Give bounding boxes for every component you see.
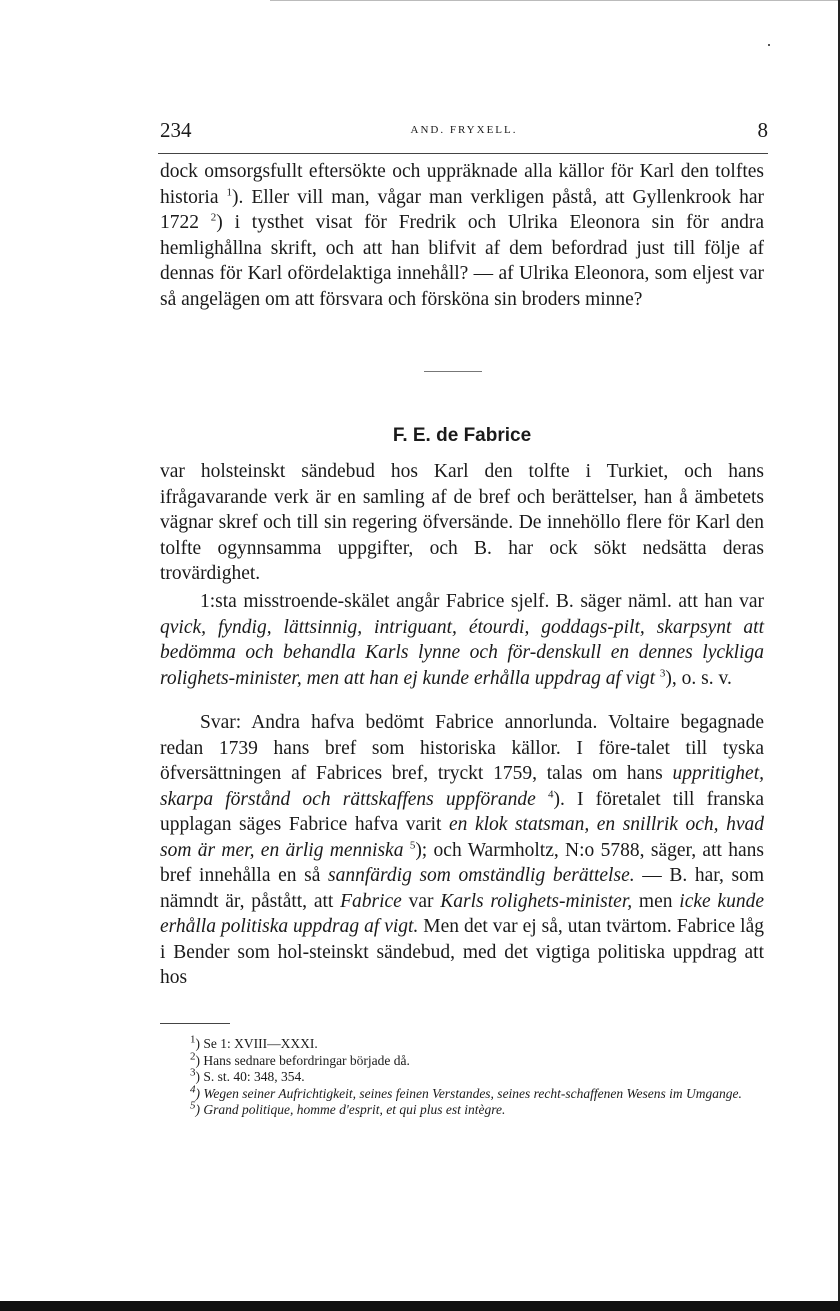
paragraph-fabrice-intro: var holsteinskt sändebud hos Karl den tolfte i Turkiet, och hans ifrågavarande verk är en samling af de bref och berättelser, han å ämbetets vägnar skref och till sin regering öfversände. De innehöllo flere för Karl den tolfte ogynnsamma uppgifter, och B. har ock sökt nedsätta deras trovärdighet.	[160, 461, 764, 584]
paragraph-intro: dock omsorgsfullt eftersökte och uppräknade alla källor för Karl den tolftes historia $^1$). Eller vill man, vågar man verkligen påstå, att Gyllenkrook har 1722 $^2$) i tysthet visat för Fredrik och Ulrika Eleonora sin för andra hemlighållna skrift, och att han blifvit af dem befordrad just till följe af dennas för Karl ofördelaktiga innehåll? — af Ulrika Eleonora, som eljest var så angelägen om att försvara och försköna sin broders minne?	[160, 161, 765, 310]
paragraph-reply: Svar: Andra hafva bedömt Fabrice annorlunda. Voltaire begagnade redan 1739 hans bref som historiska källor. I före-talet till tyska öfversättningen af Fabrices bref, tryckt 1759, talas om hans uppritighet, skarpa förstånd och rättskaffens uppförande $^4$). I företalet till franska upplagan säges Fabrice hafva varit en klok statsman, en snillrik och, hvad som är mer, en ärlig menniska $^5$); och Warmholtz, N:o 5788, säger, att hans bref innehålla en så sannfärdig som omständlig berättelse. — B. har, som nämndt är, påstått, att Fabrice var Karls rolighets-minister, men icke kunde erhålla politiska uppdrag af vigt. Men det var ej så, utan tvärtom. Fabrice låg i Bender som hol-steinskt sändebud, med det vigtiga politiska uppdrag att hos	[160, 712, 765, 988]
running-title: AND. FRYXELL.	[410, 124, 518, 136]
section-title: F. E. de Fabrice	[392, 425, 532, 446]
signature-mark: 8	[757, 118, 768, 142]
page-bottom-edge	[0, 1301, 840, 1311]
ink-speck	[768, 44, 770, 46]
section-divider	[424, 371, 482, 372]
footnote-3: $^3$) S. st. 40: 348, 354.	[190, 1066, 305, 1084]
footnotes	[160, 1033, 764, 1119]
footnote-5: $^5$) Grand politique, homme d'esprit, et qui plus est intègre.	[190, 1099, 506, 1117]
footnote-2: $^2$) Hans sednare befordringar började då.	[190, 1050, 410, 1068]
page-top-edge	[270, 0, 840, 1]
footnote-ref-2[interactable]: 2	[210, 211, 217, 224]
footnote-ref-1[interactable]: 1	[226, 186, 232, 198]
footnote-ref-4[interactable]: 4	[547, 788, 554, 800]
page-header	[160, 118, 768, 146]
footnote-1: $^1$) Se 1: XVIII—XXXI.	[190, 1033, 318, 1051]
footnote-ref-3[interactable]: 3	[659, 667, 666, 679]
paragraph-first-reason: 1:sta misstroende-skälet angår Fabrice sjelf. B. säger näml. att han var qvick, fyndig, lättsinnig, intriguant, étourdi, goddags-pilt, skarpsynt att bedömma och behandla Karls lynne och för-denskull en dennes lyckliga rolighets-minister, men att han ej kunde erhålla uppdrag af vigt $^3$), o. s. v.	[160, 591, 764, 689]
footnote-4: $^4$) Wegen seiner Aufrichtigkeit, seines feinen Verstandes, seines recht-schaffenen Wesens im Umgange.	[190, 1083, 742, 1101]
footnote-rule	[160, 1023, 230, 1024]
header-rule	[158, 153, 768, 154]
page-number: 234	[160, 118, 192, 142]
footnote-ref-5[interactable]: 5	[409, 839, 416, 851]
